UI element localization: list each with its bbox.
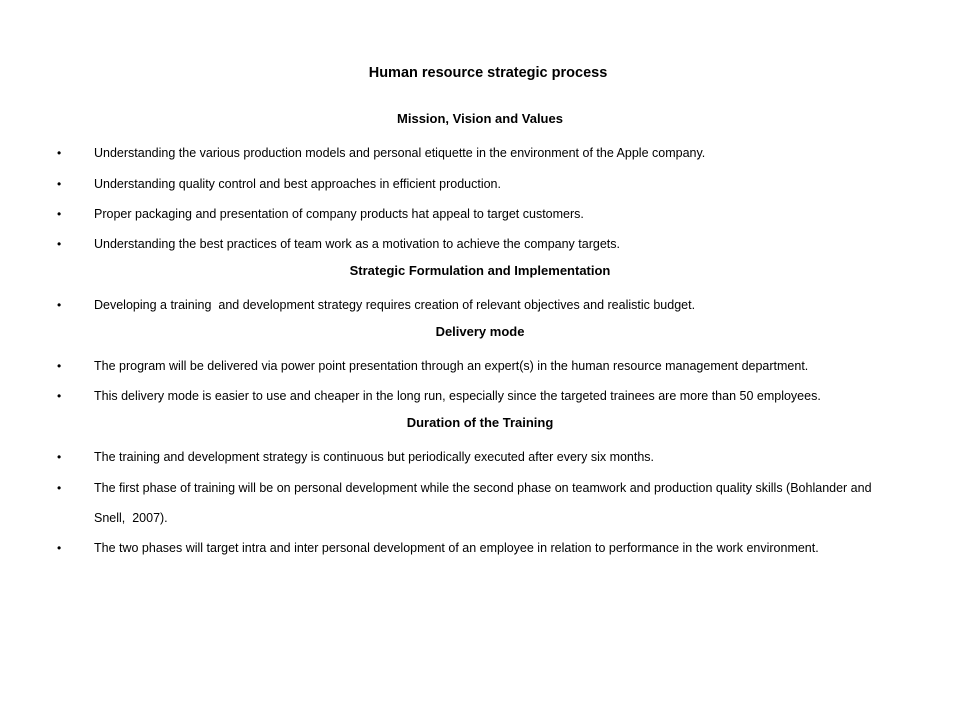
bullet-icon: • [57, 237, 62, 251]
list-item-text: The program will be delivered via power point presentation through an expert(s) in the human resource management department. [94, 359, 809, 373]
list-item-text: Proper packaging and presentation of company products hat appeal to target customers. [94, 207, 584, 221]
section-heading-duration: Duration of the Training [406, 415, 554, 430]
bullet-icon: • [57, 207, 62, 221]
bullet-icon: • [57, 177, 62, 191]
bullet-icon: • [57, 450, 62, 464]
bullet-icon: • [57, 146, 62, 160]
section-heading-delivery-mode: Delivery mode [435, 324, 525, 339]
list-item-text: Understanding the various production models and personal etiquette in the environment of the Apple company. [94, 146, 706, 160]
bullet-icon: • [57, 359, 62, 373]
section-heading-strategic-formulation: Strategic Formulation and Implementation [349, 263, 611, 278]
bullet-icon: • [57, 298, 62, 312]
list-item-text: Developing a training and development strategy requires creation of relevant objectives and realistic budget. [94, 298, 696, 312]
bullet-icon: • [57, 541, 62, 555]
list-item-text: Understanding quality control and best approaches in efficient production. [94, 177, 501, 191]
section-heading-mission: Mission, Vision and Values [397, 111, 563, 126]
bullet-icon: • [57, 389, 62, 403]
list-item-text: The training and development strategy is continuous but periodically executed after every six months. [94, 450, 655, 464]
list-item-text: This delivery mode is easier to use and cheaper in the long run, especially since the targeted trainees are more than 50 employees. [94, 389, 821, 403]
list-item-text: The first phase of training will be on personal development while the second phase on teamwork and production quality skills (Bohlander and Snell, 2007). [94, 481, 879, 525]
list-item-text: Understanding the best practices of team work as a motivation to achieve the company targets. [94, 237, 620, 251]
document-title: Human resource strategic process [368, 65, 608, 81]
list-item-text: The two phases will target intra and inter personal development of an employee in relation to performance in the work environment. [94, 541, 819, 555]
bullet-icon: • [57, 481, 62, 495]
